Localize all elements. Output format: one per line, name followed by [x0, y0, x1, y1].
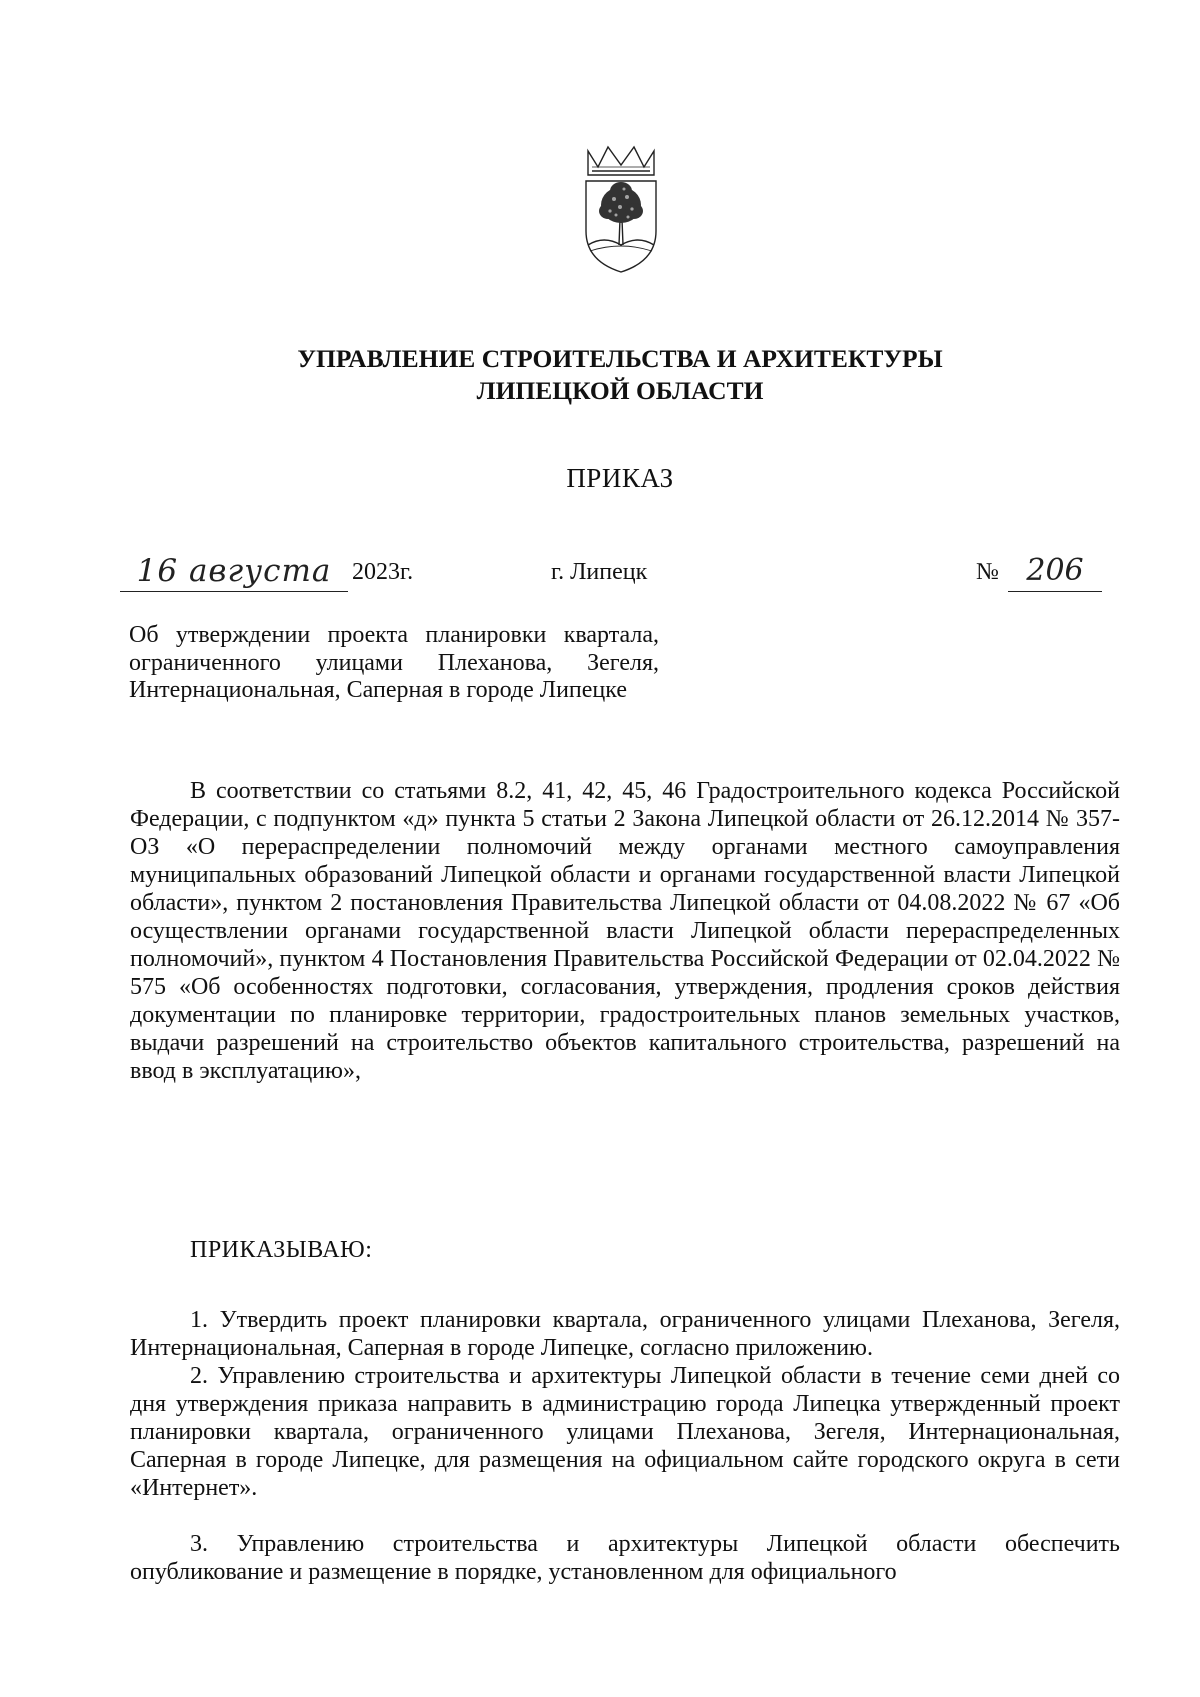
document-type: ПРИКАЗ: [566, 463, 674, 493]
city: г. Липецк: [551, 559, 648, 585]
document-subject: Об утверждении проекта планировки квартала, ограниченного улицами Плеханова, Зегеля, Интернациональная, Саперная в городе Липецке: [129, 622, 659, 704]
coat-of-arms-icon: [580, 145, 662, 275]
date-number-line: [0, 553, 1200, 603]
organization-line-2: ЛИПЕЦКОЙ ОБЛАСТИ: [476, 376, 764, 405]
handwritten-date: 16 августа: [120, 553, 348, 592]
order-item-1: 1. Утвердить проект планировки квартала, ограниченного улицами Плеханова, Зегеля, Интернациональная, Саперная в городе Липецке, согласно приложению.: [130, 1307, 1120, 1361]
date-year: 2023г.: [352, 559, 414, 585]
order-item-3: 3. Управлению строительства и архитектуры Липецкой области обеспечить опубликование и размещение в порядке, установленном для официального: [130, 1531, 1120, 1585]
handwritten-number: 206: [1008, 553, 1102, 592]
order-word: ПРИКАЗЫВАЮ:: [190, 1237, 373, 1263]
number-label: №: [976, 559, 999, 585]
preamble-paragraph: В соответствии со статьями 8.2, 41, 42, 45, 46 Градостроительного кодекса Российской Федерации, с подпунктом «д» пункта 5 статьи 2 Закона Липецкой области от 26.12.2014 № 357-ОЗ «О перераспределении полномочий между органами местного самоуправления муниципальных образований Липецкой области и органами государственной власти Липецкой области», пунктом 2 постановления Правительства Липецкой области от 04.08.2022 № 67 «Об осуществлении органами государственной власти Липецкой области перераспределенных полномочий», пунктом 4 Постановления Правительства Российской Федерации от 02.04.2022 № 575 «Об особенностях подготовки, согласования, утверждения, продления сроков действия документации по планировке территории, градостроительных планов земельных участков, выдачи разрешений на строительство объектов капитального строительства, разрешений на ввод в эксплуатацию»,: [130, 778, 1120, 1084]
organization-name: [0, 343, 1200, 407]
order-item-2: 2. Управлению строительства и архитектуры Липецкой области в течение семи дней со дня утверждения приказа направить в администрацию города Липецка утвержденный проект планировки квартала, ограниченного улицами Плеханова, Зегеля, Интернациональная, Саперная в городе Липецке, для размещения на официальном сайте городского округа в сети «Интернет».: [130, 1363, 1120, 1501]
organization-line-1: УПРАВЛЕНИЕ СТРОИТЕЛЬСТВА И АРХИТЕКТУРЫ: [297, 344, 943, 373]
